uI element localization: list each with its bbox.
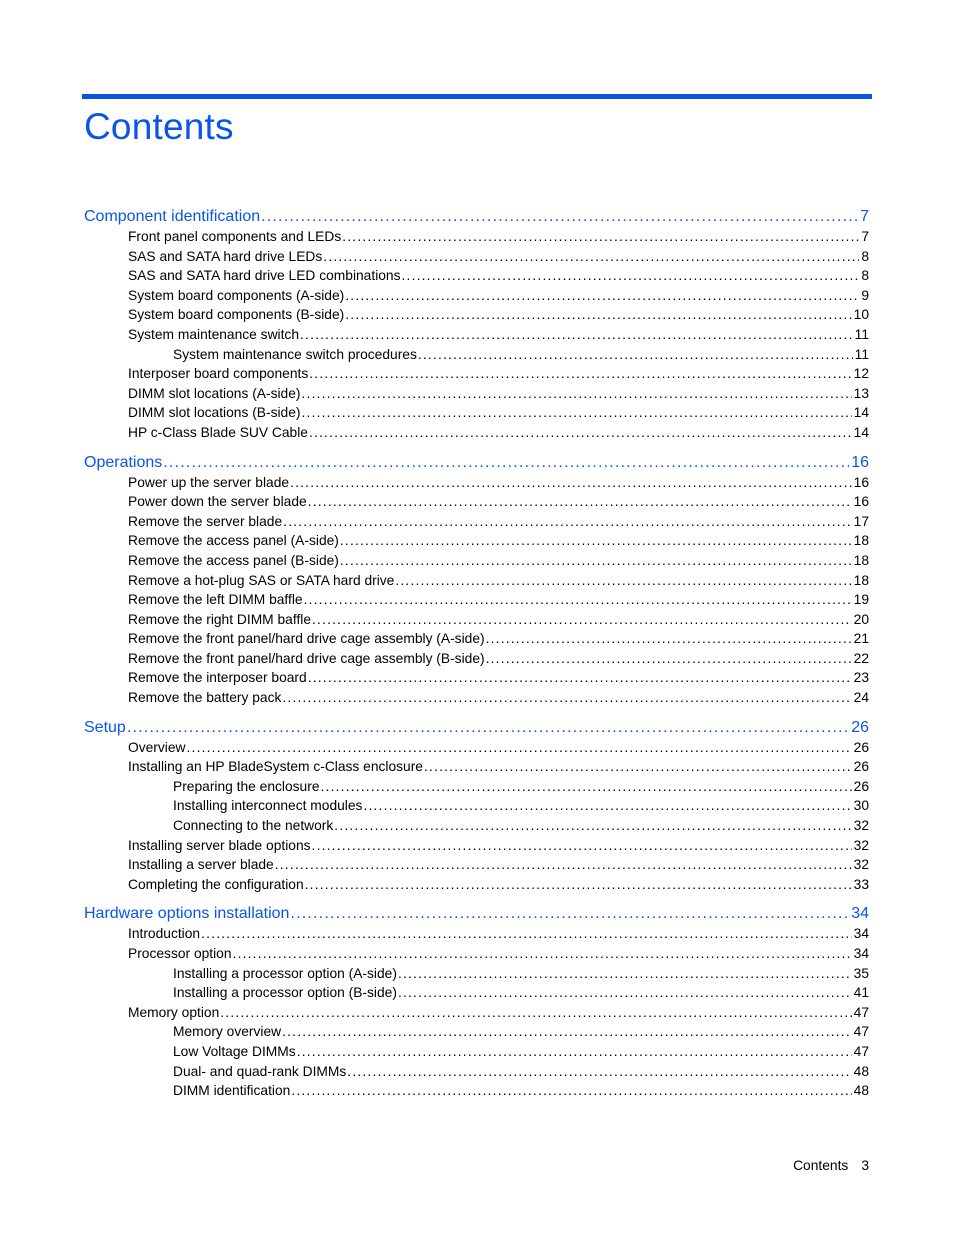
- toc-entry-page[interactable]: 11: [854, 346, 869, 362]
- toc-entry-label[interactable]: System board components (B-side): [128, 307, 345, 323]
- toc-entry-label[interactable]: Overview: [128, 739, 186, 755]
- toc-entry-label[interactable]: Installing server blade options: [128, 837, 311, 853]
- toc-chapter[interactable]: [84, 206, 869, 227]
- toc-entry-label[interactable]: Memory overview: [173, 1024, 282, 1040]
- toc-entry-page[interactable]: 10: [853, 307, 869, 323]
- dot-leader: [340, 531, 852, 551]
- toc-entry-label[interactable]: System maintenance switch procedures: [173, 346, 417, 362]
- toc-entry-label[interactable]: Setup: [84, 718, 126, 736]
- toc-section[interactable]: [84, 571, 869, 591]
- dot-leader: [395, 571, 851, 591]
- toc-section[interactable]: [84, 512, 869, 532]
- toc-entry-label[interactable]: Front panel components and LEDs: [128, 229, 342, 244]
- toc-entry-label[interactable]: DIMM identification: [173, 1083, 291, 1099]
- toc-entry-page[interactable]: 8: [861, 248, 869, 264]
- toc-subsubsection[interactable]: [84, 1022, 869, 1042]
- toc-entry-page[interactable]: 14: [853, 424, 869, 440]
- toc-section[interactable]: [84, 855, 869, 875]
- toc-entry-page[interactable]: 8: [861, 268, 869, 284]
- toc-entry-label[interactable]: Remove the access panel (A-side): [128, 533, 339, 549]
- toc-entry-page[interactable]: 23: [853, 670, 869, 686]
- toc-chapter[interactable]: [84, 903, 869, 924]
- dot-leader: [334, 816, 851, 836]
- dot-leader: [398, 983, 852, 1003]
- toc-entry-label[interactable]: Remove the access panel (B-side): [128, 552, 339, 568]
- toc-entry-label[interactable]: Processor option: [128, 946, 232, 961]
- toc-section[interactable]: [84, 227, 869, 247]
- toc-section[interactable]: [84, 1003, 869, 1023]
- toc-entry-label[interactable]: System board components (A-side): [128, 287, 345, 303]
- toc-subsubsection[interactable]: [84, 777, 869, 797]
- toc-entry-label[interactable]: Hardware options installation: [84, 905, 290, 923]
- toc-subsubsection[interactable]: [84, 796, 869, 816]
- dot-leader: [308, 668, 852, 688]
- toc-subsubsection[interactable]: [84, 983, 869, 1003]
- toc-entry-page[interactable]: 33: [853, 876, 869, 892]
- toc-entry-label[interactable]: Dual- and quad-rank DIMMs: [173, 1063, 347, 1079]
- header-rule: [82, 94, 872, 99]
- toc-entry-label[interactable]: Installing a processor option (A-side): [173, 965, 397, 981]
- toc-entry-label[interactable]: Remove the right DIMM baffle: [128, 611, 312, 627]
- toc-entry-page[interactable]: 32: [853, 837, 869, 853]
- toc-entry-page[interactable]: 19: [853, 592, 869, 608]
- toc-entry-label[interactable]: Remove the left DIMM baffle: [128, 592, 303, 608]
- toc-entry-page[interactable]: 18: [853, 572, 869, 588]
- dot-leader: [291, 1081, 851, 1101]
- toc-entry-page[interactable]: 16: [853, 474, 869, 490]
- toc-entry-page[interactable]: 26: [853, 739, 869, 755]
- toc-chapter[interactable]: [84, 452, 869, 473]
- dot-leader: [201, 924, 852, 944]
- dot-leader: [312, 610, 852, 630]
- toc-entry-label[interactable]: Installing interconnect modules: [173, 798, 363, 814]
- toc-section[interactable]: [84, 492, 869, 512]
- toc-entry-page[interactable]: 47: [853, 1043, 869, 1059]
- toc-entry-page[interactable]: 32: [853, 818, 869, 834]
- toc-entry-page[interactable]: 48: [853, 1063, 869, 1079]
- toc-entry-label[interactable]: Completing the configuration: [128, 876, 304, 892]
- toc-entry-page[interactable]: 48: [853, 1083, 869, 1099]
- page-footer: [793, 1158, 869, 1173]
- toc-entry-page[interactable]: 13: [853, 385, 869, 401]
- toc-entry-label[interactable]: Remove the front panel/hard drive cage assembly (A-side): [128, 631, 485, 647]
- toc-section[interactable]: [84, 364, 869, 384]
- toc-entry-label[interactable]: Remove the front panel/hard drive cage assembly (B-side): [128, 650, 485, 666]
- dot-leader: [304, 590, 852, 610]
- toc-entry-page[interactable]: 34: [853, 946, 869, 961]
- toc-section[interactable]: [84, 266, 869, 286]
- toc-entry-label[interactable]: Operations: [84, 453, 163, 471]
- dot-leader: [127, 717, 849, 738]
- toc-entry-label[interactable]: Low Voltage DIMMs: [173, 1043, 296, 1059]
- toc-entry-label[interactable]: DIMM slot locations (B-side): [128, 405, 301, 421]
- toc-entry-page[interactable]: 20: [853, 611, 869, 627]
- toc-entry-label[interactable]: Remove the server blade: [128, 513, 283, 529]
- toc-entry-label[interactable]: HP c-Class Blade SUV Cable: [128, 424, 308, 440]
- toc-entry-label[interactable]: Component identification: [84, 208, 261, 225]
- dot-leader: [261, 206, 858, 227]
- toc-entry-page[interactable]: 26: [853, 778, 869, 794]
- dot-leader: [309, 423, 852, 443]
- dot-leader: [290, 473, 852, 493]
- toc-entry-label[interactable]: SAS and SATA hard drive LED combinations: [128, 268, 401, 284]
- toc-section[interactable]: [84, 305, 869, 325]
- toc-entry-page[interactable]: 30: [853, 798, 869, 814]
- toc-section[interactable]: [84, 325, 869, 345]
- toc-entry-page[interactable]: 32: [853, 857, 869, 873]
- dot-leader: [309, 364, 851, 384]
- dot-leader: [233, 944, 852, 964]
- toc-entry-page[interactable]: 26: [851, 718, 869, 736]
- dot-leader: [486, 649, 852, 669]
- toc-section[interactable]: [84, 384, 869, 404]
- toc-subsubsection[interactable]: [84, 1062, 869, 1082]
- toc-entry-page[interactable]: 18: [853, 552, 869, 568]
- dot-leader: [163, 452, 849, 473]
- toc-entry-page[interactable]: 16: [853, 494, 869, 510]
- toc-section[interactable]: [84, 629, 869, 649]
- dot-leader: [345, 305, 851, 325]
- toc-entry-label[interactable]: Preparing the enclosure: [173, 778, 320, 794]
- toc-section[interactable]: [84, 590, 869, 610]
- dot-leader: [323, 247, 859, 267]
- dot-leader: [424, 757, 852, 777]
- toc-entry-label[interactable]: Connecting to the network: [173, 818, 334, 834]
- dot-leader: [220, 1003, 851, 1023]
- dot-leader: [187, 738, 852, 758]
- toc-section[interactable]: [84, 757, 869, 777]
- dot-leader: [305, 875, 852, 895]
- dot-leader: [302, 403, 852, 423]
- footer-page-number: 3: [861, 1158, 869, 1173]
- toc-section[interactable]: [84, 423, 869, 443]
- page-title: Contents: [84, 106, 234, 147]
- toc-entry-page[interactable]: 7: [860, 208, 869, 225]
- toc-section[interactable]: [84, 649, 869, 669]
- toc-entry-page[interactable]: 17: [853, 513, 869, 529]
- dot-leader: [340, 551, 852, 571]
- toc-section[interactable]: [84, 924, 869, 944]
- toc-entry-label[interactable]: Installing an HP BladeSystem c-Class enclosure: [128, 759, 423, 775]
- dot-leader: [282, 1022, 852, 1042]
- dot-leader: [300, 325, 853, 345]
- toc-entry-label[interactable]: Remove the battery pack: [128, 690, 282, 706]
- dot-leader: [345, 286, 859, 306]
- dot-leader: [398, 964, 852, 984]
- toc-subsubsection[interactable]: [84, 816, 869, 836]
- toc-section[interactable]: [84, 286, 869, 306]
- dot-leader: [347, 1062, 851, 1082]
- toc-section[interactable]: [84, 875, 869, 895]
- toc-section[interactable]: [84, 531, 869, 551]
- toc-section[interactable]: [84, 738, 869, 758]
- toc-section[interactable]: [84, 473, 869, 493]
- toc-entry-label[interactable]: System maintenance switch: [128, 326, 299, 342]
- toc-section[interactable]: [84, 551, 869, 571]
- toc-entry-page[interactable]: 47: [853, 1004, 869, 1020]
- dot-leader: [402, 266, 860, 286]
- footer-label: Contents: [793, 1158, 849, 1173]
- toc-section[interactable]: [84, 247, 869, 267]
- toc-entry-page[interactable]: 9: [861, 287, 869, 303]
- toc-entry-label[interactable]: Introduction: [128, 926, 201, 942]
- toc-entry-label[interactable]: Memory option: [128, 1004, 220, 1020]
- dot-leader: [297, 1042, 852, 1062]
- table-of-contents: [84, 206, 869, 1101]
- toc-section[interactable]: [84, 668, 869, 688]
- toc-section[interactable]: [84, 403, 869, 423]
- toc-section[interactable]: [84, 610, 869, 630]
- toc-entry-page[interactable]: 34: [853, 926, 869, 942]
- toc-entry-page[interactable]: 22: [853, 650, 869, 666]
- toc-entry-label[interactable]: Installing a server blade: [128, 857, 274, 873]
- toc-subsubsection[interactable]: [84, 345, 869, 365]
- toc-entry-label[interactable]: SAS and SATA hard drive LEDs: [128, 248, 323, 264]
- toc-entry-label[interactable]: Installing a processor option (B-side): [173, 985, 397, 1001]
- toc-subsubsection[interactable]: [84, 1081, 869, 1101]
- dot-leader: [418, 345, 853, 365]
- toc-entry-page[interactable]: 7: [861, 229, 869, 244]
- toc-entry-page[interactable]: 35: [853, 965, 869, 981]
- dot-leader: [312, 836, 852, 856]
- dot-leader: [283, 512, 851, 532]
- toc-entry-page[interactable]: 26: [853, 759, 869, 775]
- toc-section[interactable]: [84, 944, 869, 964]
- toc-entry-label[interactable]: Power up the server blade: [128, 474, 290, 490]
- dot-leader: [275, 855, 852, 875]
- toc-entry-page[interactable]: 24: [853, 690, 869, 706]
- toc-entry-page[interactable]: 14: [853, 405, 869, 421]
- toc-entry-label[interactable]: Interposer board components: [128, 366, 309, 382]
- toc-entry-label[interactable]: DIMM slot locations (A-side): [128, 385, 301, 401]
- toc-entry-label[interactable]: Remove the interposer board: [128, 670, 307, 686]
- toc-chapter[interactable]: [84, 717, 869, 738]
- toc-entry-page[interactable]: 41: [853, 985, 869, 1001]
- dot-leader: [302, 384, 852, 404]
- toc-subsubsection[interactable]: [84, 1042, 869, 1062]
- dot-leader: [308, 492, 852, 512]
- toc-entry-page[interactable]: 16: [851, 453, 869, 471]
- dot-leader: [363, 796, 851, 816]
- toc-entry-page[interactable]: 11: [854, 326, 869, 342]
- dot-leader: [486, 629, 852, 649]
- toc-section[interactable]: [84, 836, 869, 856]
- toc-entry-page[interactable]: 34: [851, 905, 869, 923]
- toc-section[interactable]: [84, 688, 869, 708]
- toc-entry-page[interactable]: 18: [853, 533, 869, 549]
- dot-leader: [321, 777, 852, 797]
- toc-entry-label[interactable]: Remove a hot-plug SAS or SATA hard drive: [128, 572, 395, 588]
- toc-entry-page[interactable]: 47: [853, 1024, 869, 1040]
- toc-entry-page[interactable]: 21: [853, 631, 869, 647]
- dot-leader: [290, 903, 849, 924]
- dot-leader: [342, 227, 859, 247]
- toc-subsubsection[interactable]: [84, 964, 869, 984]
- dot-leader: [282, 688, 851, 708]
- toc-entry-page[interactable]: 12: [853, 366, 869, 382]
- toc-entry-label[interactable]: Power down the server blade: [128, 494, 307, 510]
